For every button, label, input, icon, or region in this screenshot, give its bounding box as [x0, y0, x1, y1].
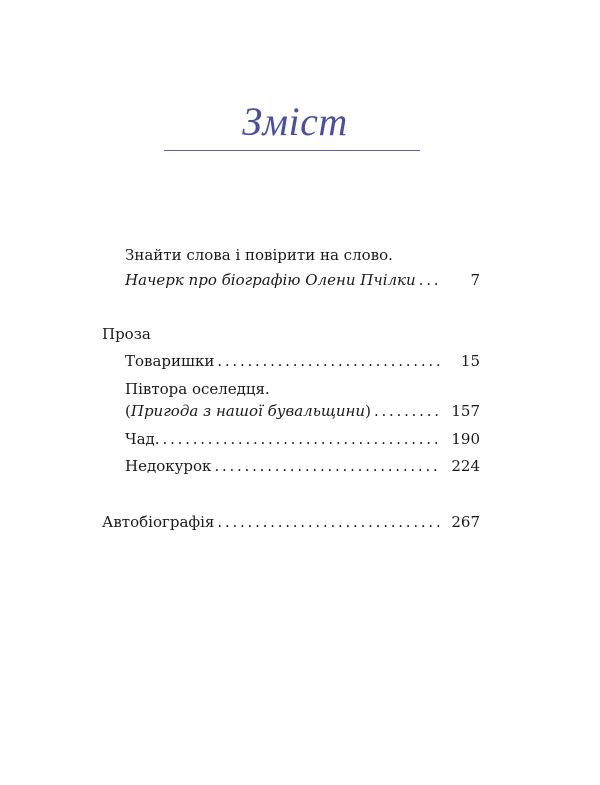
- toc-entry-chad[interactable]: [125, 429, 480, 449]
- toc-page-number: 7: [470, 271, 480, 289]
- toc-entry-label: Товаришки: [125, 352, 215, 370]
- toc-entry-pivtora[interactable]: [125, 401, 480, 421]
- toc-entry-intro-line2: Начерк про біографію Олени Пчілки: [125, 271, 416, 289]
- leader-dots: [217, 351, 441, 371]
- toc-page-number: 15: [460, 352, 480, 370]
- toc-page-number: 157: [451, 402, 480, 420]
- toc-entry-intro[interactable]: [125, 270, 480, 290]
- toc-entry-nedokurok[interactable]: [125, 456, 480, 476]
- leader-dots: [419, 270, 441, 290]
- paren-close: ): [365, 402, 371, 420]
- toc-entry-pivtora-title[interactable]: [125, 379, 270, 399]
- toc-entry-intro-line1: Знайти слова і повірити на слово.: [125, 246, 393, 264]
- toc-page-number: 190: [451, 430, 480, 448]
- toc-entry-avtobiografia[interactable]: [102, 512, 480, 532]
- toc-entry-subtitle: [125, 401, 371, 421]
- toc-entry-intro-title[interactable]: [125, 245, 393, 265]
- leader-dots: [163, 429, 441, 449]
- toc-entry-label: Недокурок: [125, 457, 212, 475]
- leader-dots: [214, 456, 441, 476]
- toc-entry-label: Півтора оселедця.: [125, 380, 270, 398]
- toc-entry-label: Автобіографія: [102, 513, 215, 531]
- page-title: Зміст: [242, 99, 348, 144]
- leader-dots: [217, 512, 441, 532]
- toc-entry-tovaryshky[interactable]: [125, 351, 480, 371]
- toc-page-number: 267: [451, 513, 480, 531]
- toc-entry-label: Чад.: [125, 430, 160, 448]
- paren-open: (: [125, 402, 131, 420]
- toc-section-proza[interactable]: Проза: [102, 325, 151, 343]
- title-divider: [164, 150, 420, 151]
- leader-dots: [374, 401, 441, 421]
- toc-page-number: 224: [451, 457, 480, 475]
- toc-entry-subtitle-text: Пригода з нашої бувальщини: [130, 402, 366, 420]
